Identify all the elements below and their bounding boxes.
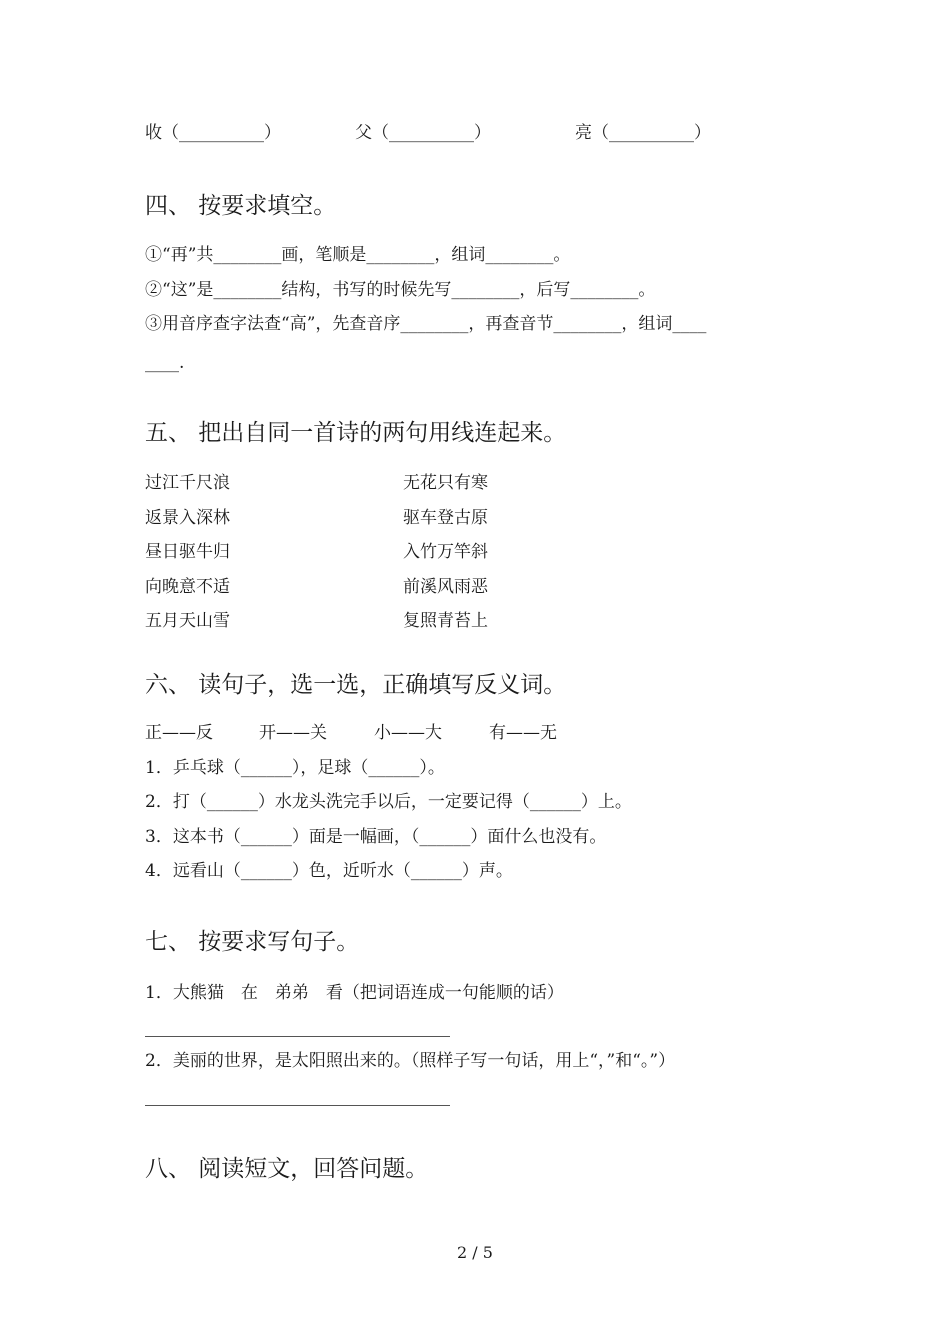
section6-line-2: 2．打（______）水龙头洗完手以后，一定要记得（______）上。 [145,792,632,812]
poem-right-3: 入竹万竿斜 [403,542,488,562]
poem-right-2: 驱车登古原 [403,508,488,528]
antonym-pair-1: 正——反 [145,723,213,743]
section7-heading: 七、 按要求写句子。 [145,929,360,955]
antonym-pair-2: 开——关 [259,723,327,743]
section8-heading: 八、 阅读短文，回答问题。 [145,1156,429,1182]
antonym-pair-3: 小——大 [374,723,442,743]
poem-left-5: 五月天山雪 [145,611,230,631]
poem-right-5: 复照青苔上 [403,611,488,631]
section7-question-2: 2．美丽的世界，是太阳照出来的。（照样子写一句话，用上“，”和“。”） [145,1051,676,1071]
section4-line-2: ②“这”是________结构，书写的时候先写________，后写________。 [145,280,656,300]
poem-left-1: 过江千尺浪 [145,473,230,493]
section6-line-1: 1．乒乓球（______），足球（______）。 [145,758,445,778]
section4-line-1: ①“再”共________画，笔顺是________，组词________。 [145,245,571,265]
section4-line-3: ③用音序查字法查“高”，先查音序________，再查音节________，组词____ [145,314,707,334]
poem-left-3: 昼日驱牛归 [145,542,230,562]
section4-line-4: ____. [145,353,185,373]
fill-blank-fu: 父（__________） [355,123,491,143]
poem-right-1: 无花只有寒 [403,473,488,493]
poem-right-4: 前溪风雨恶 [403,577,488,597]
section6-line-3: 3．这本书（______）面是一幅画，（______）面什么也没有。 [145,827,607,847]
section7-question-1: 1．大熊猫 在 弟弟 看（把词语连成一句能顺的话） [145,983,564,1003]
poem-left-2: 返景入深林 [145,508,230,528]
section5-heading: 五、 把出自同一首诗的两句用线连起来。 [145,420,567,446]
page-number: 2 / 5 [457,1243,493,1262]
answer-line-2 [145,1105,450,1106]
section6-line-4: 4．远看山（______）色，近听水（______）声。 [145,861,513,881]
poem-left-4: 向晚意不适 [145,577,230,597]
antonym-pair-4: 有——无 [489,723,557,743]
section4-heading: 四、 按要求填空。 [145,193,337,219]
section6-heading: 六、 读句子，选一选，正确填写反义词。 [145,672,567,698]
fill-blank-shou: 收（__________） [145,123,281,143]
fill-blank-liang: 亮（__________） [575,123,711,143]
answer-line-1 [145,1036,450,1037]
